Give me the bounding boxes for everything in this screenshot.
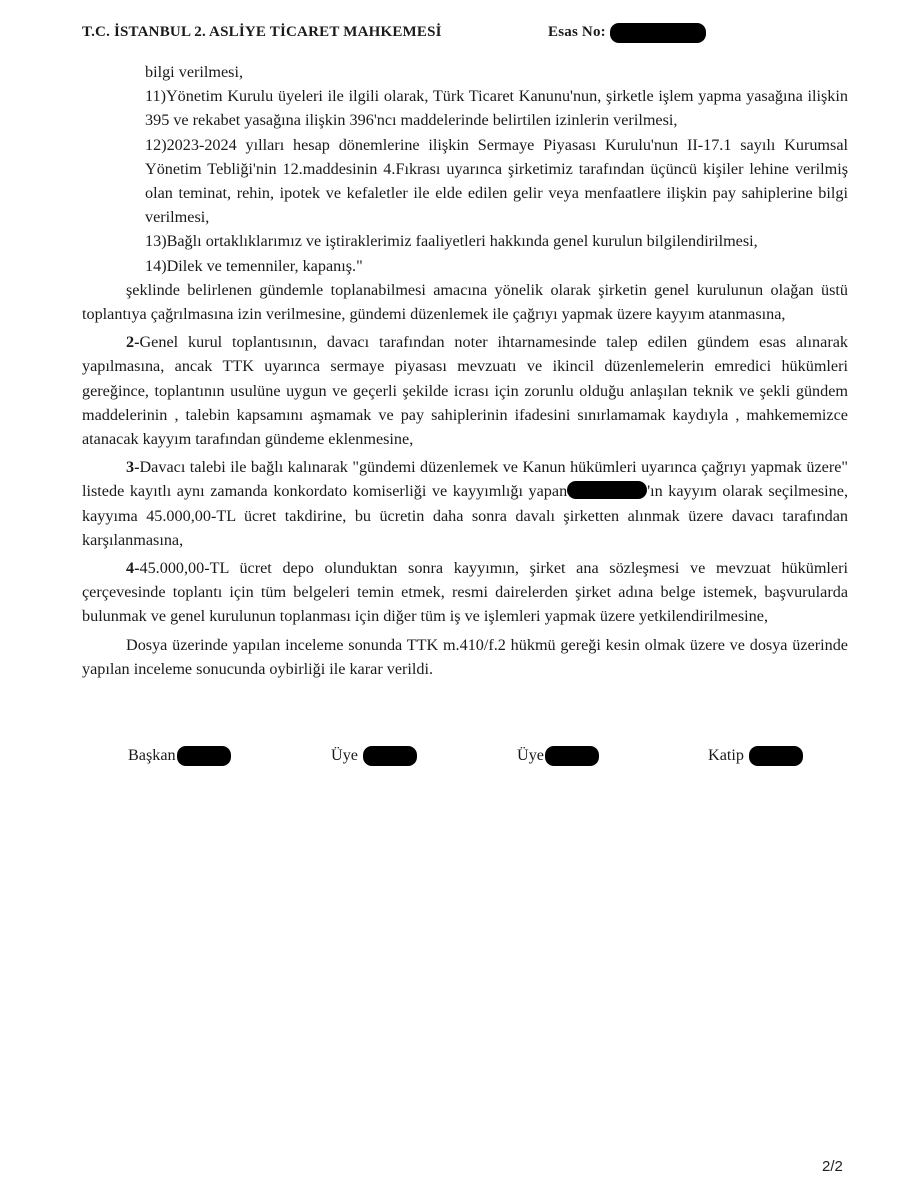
paragraph-number: 4- <box>126 559 140 578</box>
court-title: T.C. İSTANBUL 2. ASLİYE TİCARET MAHKEMESİ <box>82 24 442 40</box>
redacted-name <box>567 481 647 499</box>
paragraph-text-cont: 'ın kayyım olarak seçilmesine, kayyıma 45.000,00-TL ücret takdirine, bu ücretin daha sonra davalı şirketten alınmak üzere davacı tarafından karşılanmasına, <box>82 482 848 549</box>
signature-label: Başkan <box>128 746 176 764</box>
esas-no-label: Esas No: <box>548 24 606 40</box>
signature-label: Üye <box>517 746 544 764</box>
paragraph-text: Davacı talebi ile bağlı kalınarak "gündemi düzenlemek ve Kanun hükümleri uyarınca çağrıyı yapmak üzere" listede kayıtlı aynı zamanda konkordato komiserliği ve kayyımlığı yapan <box>82 458 848 501</box>
signature-katip <box>708 746 803 766</box>
signature-uye-2 <box>517 746 599 766</box>
intro-paragraph: şeklinde belirlenen gündemle toplanabilmesi amacına yönelik olarak şirketin genel kurulunun olağan üstü toplantıya çağrılmasına izin verilmesine, gündemi düzenlemek ile çağrıyı yapmak üzere kayyım atanmasına, <box>82 280 848 324</box>
closing-paragraph: Dosya üzerinde yapılan inceleme sonunda TTK m.410/f.2 hükmü gereği kesin olmak üzere ve dosya üzerinde yapılan inceleme sonucunda oybirliği ile karar verildi. <box>82 635 848 678</box>
redacted-signature <box>177 746 231 766</box>
signature-label: Katip <box>708 746 744 764</box>
signature-block <box>128 746 828 772</box>
redacted-esas-number <box>610 23 706 43</box>
redacted-signature <box>363 746 417 766</box>
agenda-item: 14)Dilek ve temenniler, kapanış." <box>145 256 363 275</box>
redacted-signature <box>545 746 599 766</box>
document-header <box>82 22 722 46</box>
paragraph-text: Genel kurul toplantısının, davacı tarafından noter ihtarnamesinde talep edilen gündem esas alınarak yapılmasına, ancak TTK uyarınca sermaye piyasası mevzuatı ve ikincil düzenlemelerin emredici hükümleri gereğince, toplantının usulüne uygun ve geçerli şekilde icrası için zorunlu olduğu anlaşılan teknik ve şekli gündem maddelerinin , talebin kapsamını aşmamak ve pay sahiplerinin ifadesini sınırlamamak kaydıyla , mahkememizce atanacak kayyım tarafından gündeme eklenmesine, <box>82 333 848 449</box>
redacted-signature <box>749 746 803 766</box>
paragraph-4 <box>82 556 848 629</box>
signature-label: Üye <box>331 746 358 764</box>
document-body <box>82 60 848 681</box>
agenda-item: bilgi verilmesi, <box>145 63 244 81</box>
paragraph-text: 45.000,00-TL ücret depo olunduktan sonra kayyımın, şirket ana sözleşmesi ve mevzuat hükümleri çerçevesinde toplantı için tüm belgeleri temin etmek, resmi dairelerden şirket adına belge istemek, başvurularda bulunmak ve genel kurulunun toplanması için diğer tüm iş ve işlemleri yapmak üzere yetkilendirilmesine, <box>82 559 848 626</box>
signature-baskan <box>128 746 231 766</box>
page-number: 2/2 <box>822 1158 843 1175</box>
agenda-item: 12)2023-2024 yılları hesap dönemlerine ilişkin Sermaye Piyasası Kurulu'nun II-17.1 sayılı Kurumsal Yönetim Tebliği'nin 12.maddesinin 4.Fıkrası uyarınca şirketimiz tarafından üçüncü kişiler lehine verilmiş olan teminat, rehin, ipotek ve kefaletler ile elde edilen gelir veya menfaatlere ilişkin pay sahiplerine bilgi verilmesi, <box>145 135 848 227</box>
paragraph-number: 3- <box>126 458 140 477</box>
agenda-item: 11)Yönetim Kurulu üyeleri ile ilgili olarak, Türk Ticaret Kanunu'nun, şirketle işlem yapma yasağına ilişkin 395 ve rekabet yasağına ilişkin 396'ncı maddelerinde belirtilen izinlerin verilmesi, <box>145 87 848 130</box>
paragraph-3 <box>82 455 848 552</box>
paragraph-2 <box>82 330 848 451</box>
signature-uye-1 <box>331 746 417 766</box>
agenda-item: 13)Bağlı ortaklıklarımız ve iştiraklerimiz faaliyetleri hakkında genel kurulun bilgilendirilmesi, <box>145 232 758 251</box>
paragraph-number: 2- <box>126 333 140 352</box>
